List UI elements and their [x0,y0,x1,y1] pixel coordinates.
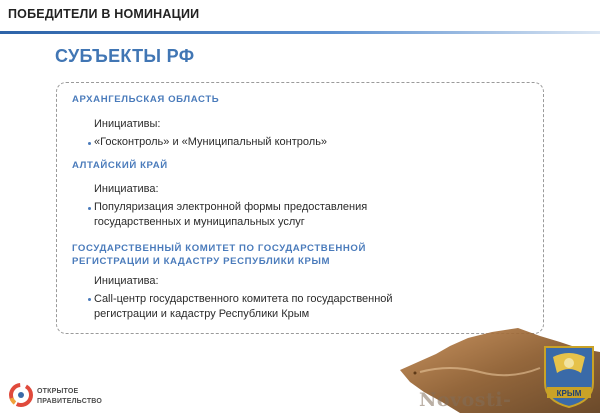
block-3-title-line-1: ГОСУДАРСТВЕННЫЙ КОМИТЕТ ПО ГОСУДАРСТВЕННОЙ [72,243,366,254]
page-header [0,0,600,32]
watermark: Novosti- [419,389,512,411]
bullet-icon [88,298,91,301]
block-2-item [94,200,464,229]
block-3-item-line-2: регистрации и кадастру Республики Крым [94,307,310,320]
block-1-title: АРХАНГЕЛЬСКАЯ ОБЛАСТЬ [72,94,220,105]
bullet-icon [88,207,91,210]
block-2-title: АЛТАЙСКИЙ КРАЙ [72,160,168,171]
block-2-item-line-2: государственных и муниципальных услуг [94,215,305,228]
crimea-coat-of-arms-icon [541,343,597,409]
block-1-label: Инициативы: [94,118,161,130]
block-2-item-line-1: Популяризация электронной формы предоставления [94,201,368,213]
open-government-ring-icon [8,382,34,408]
page-header-title: ПОБЕДИТЕЛИ В НОМИНАЦИИ [8,7,200,21]
block-3-item-line-1: Call-центр государственного комитета по государственной [94,293,393,305]
bullet-icon [88,142,91,145]
footer-logo-line-2: ПРАВИТЕЛЬСТВО [37,398,103,405]
block-3-item [94,292,464,321]
block-2-label: Инициатива: [94,183,159,195]
block-1-item [94,135,464,150]
block-3-label: Инициатива: [94,275,159,287]
section-title: СУБЪЕКТЫ РФ [55,46,195,66]
block-1-item-line-1: «Госконтроль» и «Муниципальный контроль» [94,136,328,148]
header-divider [0,31,600,34]
emblem-text: КРЫМ [556,389,582,398]
footer-logo-line-1: ОТКРЫТОЕ [37,388,79,395]
block-3-title-line-2: РЕГИСТРАЦИИ И КАДАСТРУ РЕСПУБЛИКИ КРЫМ [72,256,331,267]
block-3-title [72,242,366,268]
